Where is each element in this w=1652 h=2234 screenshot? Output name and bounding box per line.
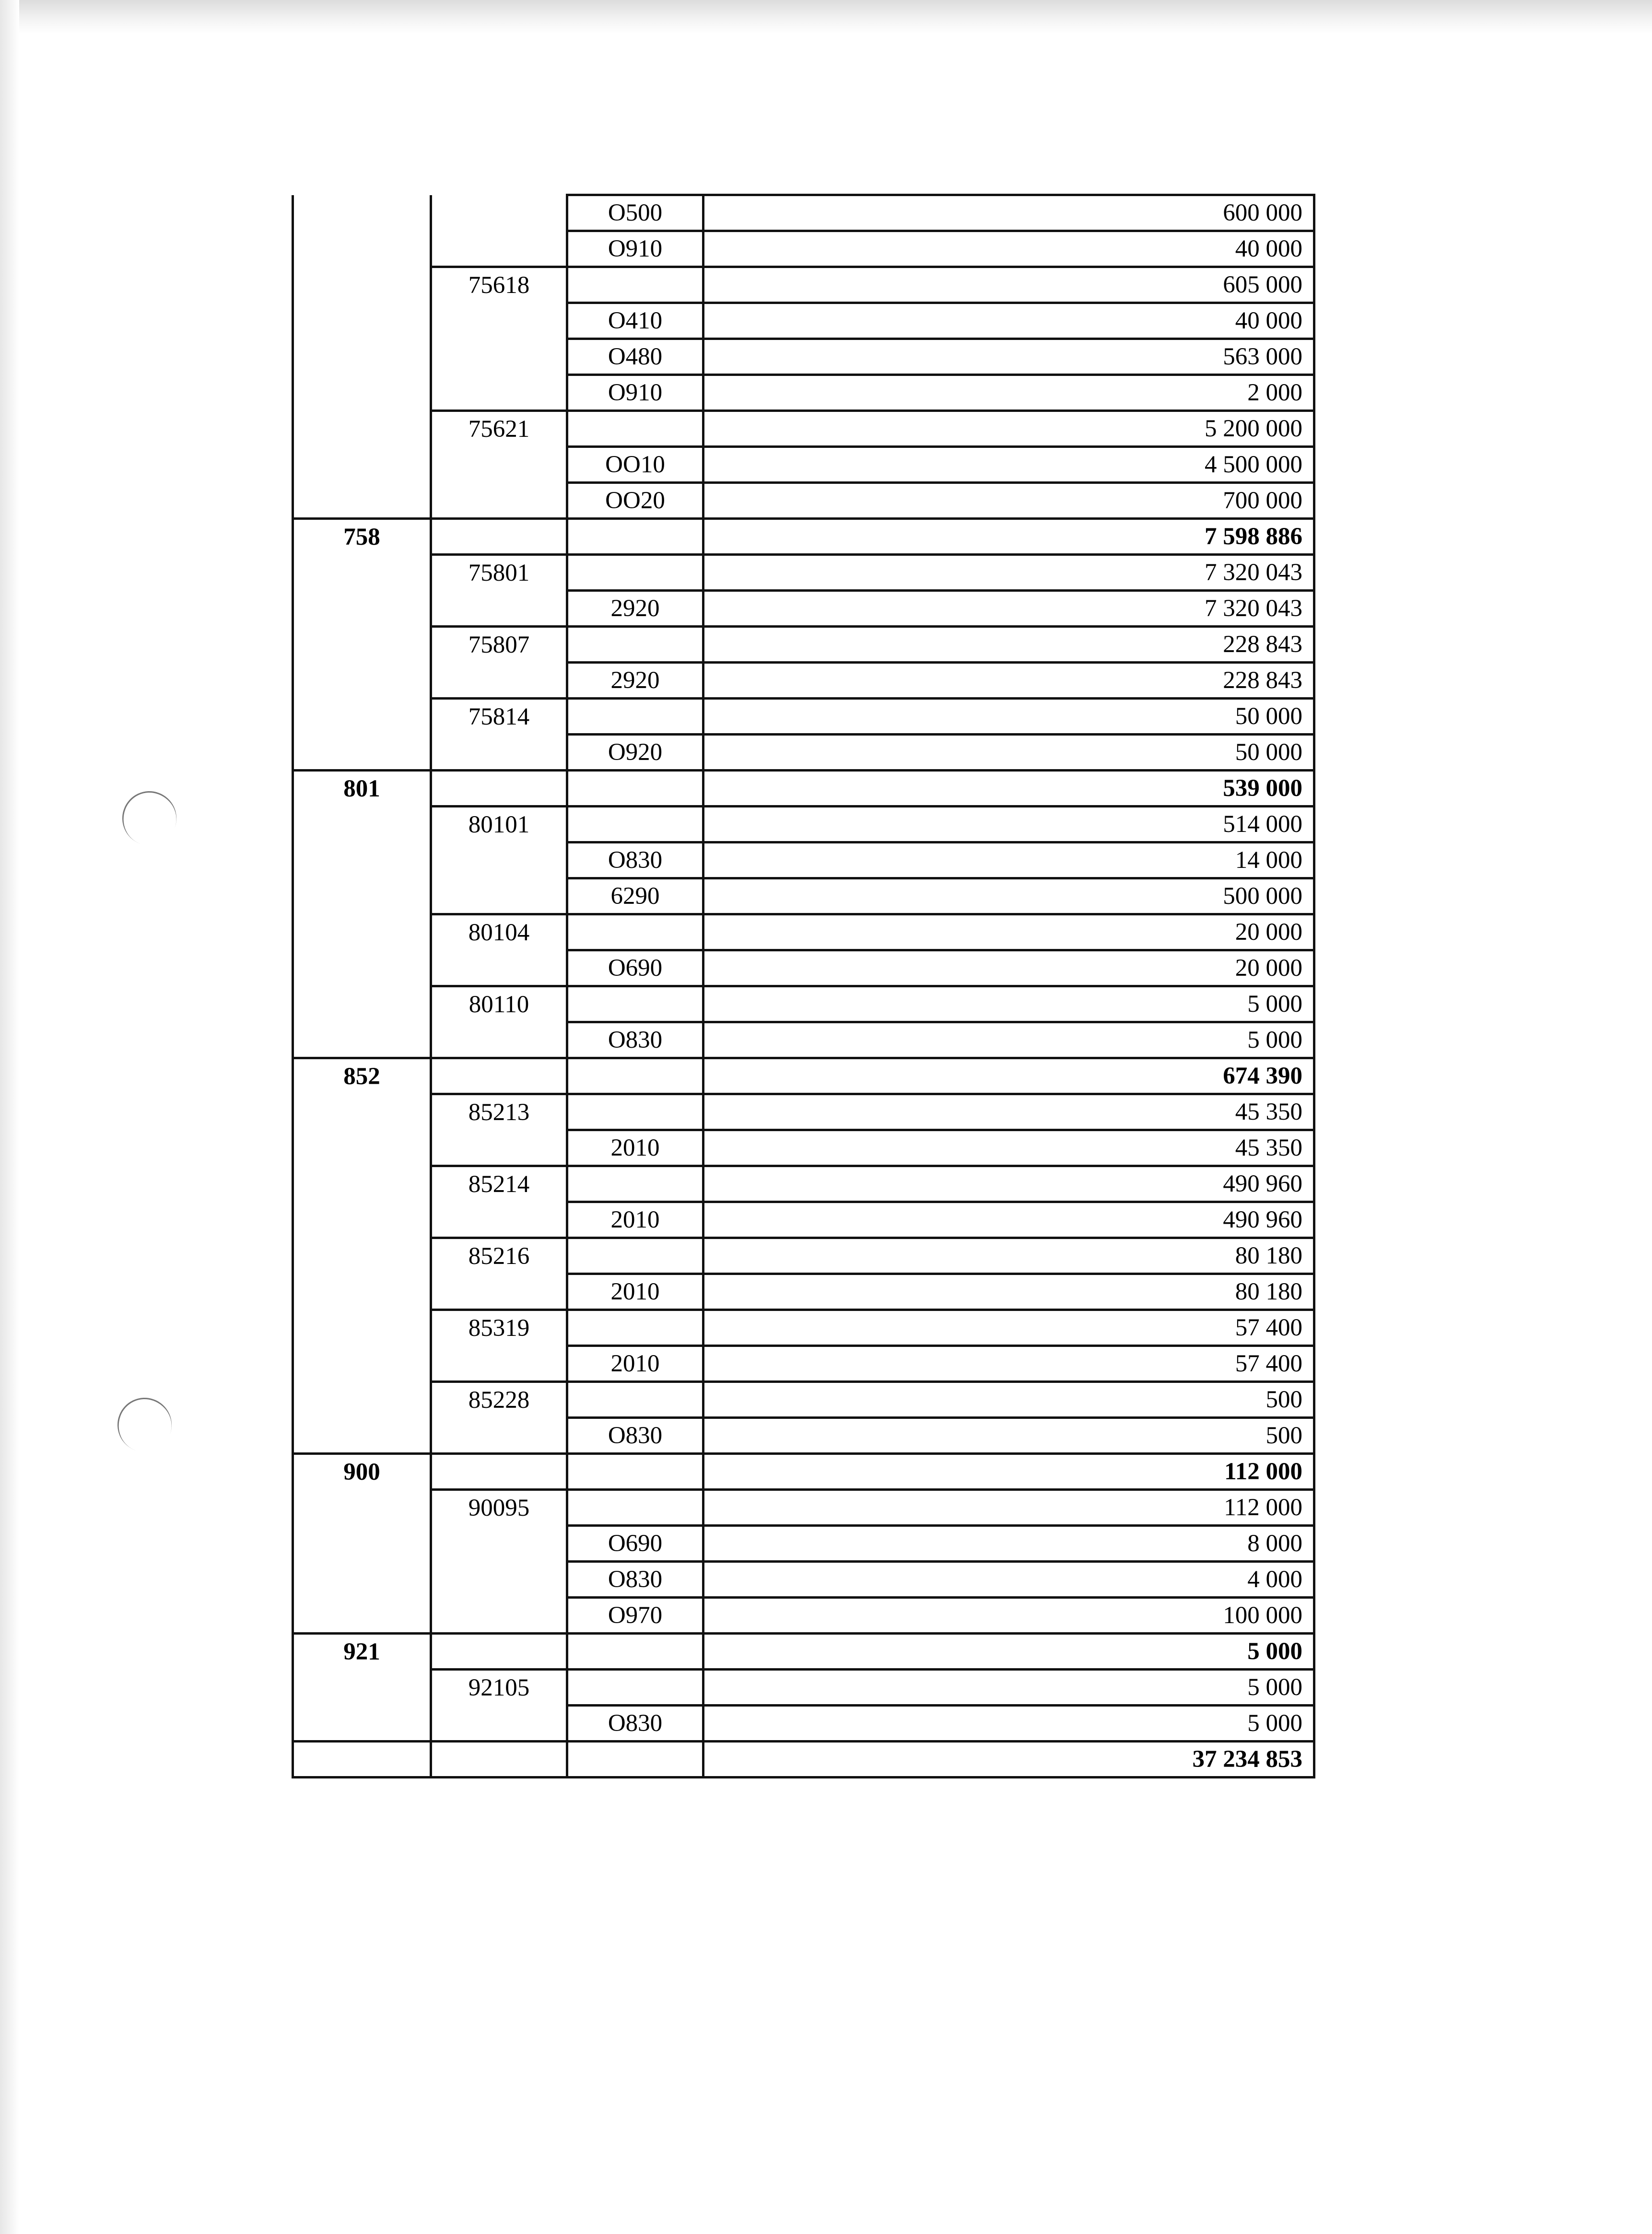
section-code-cell xyxy=(293,842,431,878)
scan-top-shadow xyxy=(0,0,1652,34)
table-row xyxy=(293,1094,1314,1130)
amount-cell: 5 000 xyxy=(703,1634,1314,1670)
amount-cell: 7 320 043 xyxy=(703,591,1314,627)
paragraph-code-cell xyxy=(567,1058,703,1094)
section-code-cell xyxy=(293,231,431,267)
table-row xyxy=(293,267,1314,303)
section-code-cell xyxy=(293,411,431,447)
paragraph-code-cell: O830 xyxy=(567,842,703,878)
table-row xyxy=(293,1562,1314,1598)
chapter-code-cell: 75801 xyxy=(431,555,567,591)
amount-cell: 539 000 xyxy=(703,771,1314,807)
amount-cell: 8 000 xyxy=(703,1526,1314,1562)
budget-income-table xyxy=(292,194,1315,1778)
section-code-cell xyxy=(293,1706,431,1742)
empty-total-cell xyxy=(567,1742,703,1778)
table-row xyxy=(293,1454,1314,1490)
section-code-cell xyxy=(293,914,431,950)
section-code-cell xyxy=(293,267,431,303)
amount-cell: 20 000 xyxy=(703,914,1314,950)
section-code-cell xyxy=(293,1670,431,1706)
paragraph-code-cell: O910 xyxy=(567,375,703,411)
amount-cell: 40 000 xyxy=(703,303,1314,339)
section-code-cell xyxy=(293,1166,431,1202)
paragraph-code-cell: O410 xyxy=(567,303,703,339)
paragraph-code-cell xyxy=(567,1490,703,1526)
chapter-code-cell xyxy=(431,1130,567,1166)
table-row xyxy=(293,1166,1314,1202)
amount-cell: 700 000 xyxy=(703,483,1314,519)
table-row xyxy=(293,195,1314,231)
chapter-code-cell xyxy=(431,735,567,771)
section-code-cell xyxy=(293,663,431,699)
table-row xyxy=(293,483,1314,519)
section-code-cell xyxy=(293,735,431,771)
paragraph-code-cell xyxy=(567,1238,703,1274)
chapter-code-cell: 85228 xyxy=(431,1382,567,1418)
table-row xyxy=(293,842,1314,878)
chapter-code-cell xyxy=(431,1454,567,1490)
chapter-code-cell: 90095 xyxy=(431,1490,567,1526)
table-row xyxy=(293,1670,1314,1706)
table-row xyxy=(293,591,1314,627)
chapter-code-cell xyxy=(431,950,567,986)
paragraph-code-cell: OO20 xyxy=(567,483,703,519)
chapter-code-cell: 80110 xyxy=(431,986,567,1022)
table-row xyxy=(293,771,1314,807)
amount-cell: 5 000 xyxy=(703,1706,1314,1742)
chapter-code-cell: 75807 xyxy=(431,627,567,663)
table-row xyxy=(293,627,1314,663)
chapter-code-cell xyxy=(431,447,567,483)
section-code-cell xyxy=(293,807,431,842)
grand-total-amount: 37 234 853 xyxy=(703,1742,1314,1778)
chapter-code-cell xyxy=(431,1202,567,1238)
chapter-code-cell xyxy=(431,195,567,231)
section-code-cell xyxy=(293,1382,431,1418)
paragraph-code-cell xyxy=(567,807,703,842)
amount-cell: 14 000 xyxy=(703,842,1314,878)
empty-total-cell xyxy=(293,1742,431,1778)
paragraph-code-cell: O920 xyxy=(567,735,703,771)
amount-cell: 2 000 xyxy=(703,375,1314,411)
paragraph-code-cell: 2920 xyxy=(567,663,703,699)
paragraph-code-cell xyxy=(567,914,703,950)
section-code-cell xyxy=(293,1526,431,1562)
amount-cell: 100 000 xyxy=(703,1598,1314,1634)
chapter-code-cell xyxy=(431,591,567,627)
chapter-code-cell: 85213 xyxy=(431,1094,567,1130)
table-row xyxy=(293,1706,1314,1742)
chapter-code-cell: 85216 xyxy=(431,1238,567,1274)
section-code-cell xyxy=(293,1238,431,1274)
table-row xyxy=(293,950,1314,986)
section-code-cell xyxy=(293,195,431,231)
paragraph-code-cell: 2010 xyxy=(567,1130,703,1166)
table-row xyxy=(293,447,1314,483)
table-row xyxy=(293,914,1314,950)
table-row xyxy=(293,339,1314,375)
chapter-code-cell xyxy=(431,1526,567,1562)
table-row xyxy=(293,1490,1314,1526)
section-code-cell xyxy=(293,627,431,663)
section-code-cell xyxy=(293,303,431,339)
chapter-code-cell xyxy=(431,303,567,339)
paragraph-code-cell xyxy=(567,1454,703,1490)
paragraph-code-cell xyxy=(567,411,703,447)
amount-cell: 5 000 xyxy=(703,1670,1314,1706)
table-row xyxy=(293,1310,1314,1346)
amount-cell: 45 350 xyxy=(703,1094,1314,1130)
section-code-cell xyxy=(293,986,431,1022)
paragraph-code-cell: 2010 xyxy=(567,1274,703,1310)
section-code-cell xyxy=(293,375,431,411)
table-row xyxy=(293,1022,1314,1058)
section-code-cell: 852 xyxy=(293,1058,431,1094)
table-row xyxy=(293,1418,1314,1454)
table-row xyxy=(293,735,1314,771)
table-row xyxy=(293,1634,1314,1670)
chapter-code-cell xyxy=(431,519,567,555)
amount-cell: 50 000 xyxy=(703,699,1314,735)
section-code-cell: 900 xyxy=(293,1454,431,1490)
table-row xyxy=(293,1274,1314,1310)
section-code-cell xyxy=(293,1310,431,1346)
paragraph-code-cell xyxy=(567,1670,703,1706)
section-code-cell xyxy=(293,1202,431,1238)
amount-cell: 40 000 xyxy=(703,231,1314,267)
paragraph-code-cell: O830 xyxy=(567,1022,703,1058)
chapter-code-cell xyxy=(431,1058,567,1094)
paragraph-code-cell: O480 xyxy=(567,339,703,375)
total-row xyxy=(293,1742,1314,1778)
table-row xyxy=(293,1238,1314,1274)
paragraph-code-cell: O690 xyxy=(567,1526,703,1562)
chapter-code-cell xyxy=(431,1346,567,1382)
table-row xyxy=(293,1382,1314,1418)
chapter-code-cell xyxy=(431,1634,567,1670)
paragraph-code-cell: O690 xyxy=(567,950,703,986)
paragraph-code-cell xyxy=(567,555,703,591)
amount-cell: 5 000 xyxy=(703,986,1314,1022)
table-row xyxy=(293,1526,1314,1562)
amount-cell: 500 xyxy=(703,1418,1314,1454)
budget-table-body xyxy=(293,195,1314,1778)
section-code-cell xyxy=(293,1094,431,1130)
table-row xyxy=(293,986,1314,1022)
amount-cell: 80 180 xyxy=(703,1274,1314,1310)
amount-cell: 57 400 xyxy=(703,1310,1314,1346)
amount-cell: 674 390 xyxy=(703,1058,1314,1094)
amount-cell: 20 000 xyxy=(703,950,1314,986)
chapter-code-cell xyxy=(431,375,567,411)
chapter-code-cell: 75621 xyxy=(431,411,567,447)
chapter-code-cell: 80104 xyxy=(431,914,567,950)
amount-cell: 5 000 xyxy=(703,1022,1314,1058)
table-row xyxy=(293,663,1314,699)
amount-cell: 57 400 xyxy=(703,1346,1314,1382)
amount-cell: 45 350 xyxy=(703,1130,1314,1166)
amount-cell: 7 598 886 xyxy=(703,519,1314,555)
paragraph-code-cell xyxy=(567,986,703,1022)
chapter-code-cell: 75814 xyxy=(431,699,567,735)
chapter-code-cell xyxy=(431,878,567,914)
paragraph-code-cell xyxy=(567,1310,703,1346)
amount-cell: 500 000 xyxy=(703,878,1314,914)
amount-cell: 80 180 xyxy=(703,1238,1314,1274)
amount-cell: 490 960 xyxy=(703,1202,1314,1238)
table-row xyxy=(293,375,1314,411)
paragraph-code-cell xyxy=(567,519,703,555)
paragraph-code-cell: 2920 xyxy=(567,591,703,627)
section-code-cell xyxy=(293,878,431,914)
section-code-cell xyxy=(293,1022,431,1058)
section-code-cell xyxy=(293,1346,431,1382)
amount-cell: 563 000 xyxy=(703,339,1314,375)
table-row xyxy=(293,1202,1314,1238)
section-code-cell xyxy=(293,1598,431,1634)
amount-cell: 500 xyxy=(703,1382,1314,1418)
section-code-cell xyxy=(293,950,431,986)
paragraph-code-cell xyxy=(567,1634,703,1670)
section-code-cell: 758 xyxy=(293,519,431,555)
table-row xyxy=(293,231,1314,267)
section-code-cell xyxy=(293,1418,431,1454)
chapter-code-cell xyxy=(431,339,567,375)
amount-cell: 112 000 xyxy=(703,1454,1314,1490)
paragraph-code-cell: O830 xyxy=(567,1562,703,1598)
punch-hole-mark xyxy=(115,784,184,853)
paragraph-code-cell: OO10 xyxy=(567,447,703,483)
amount-cell: 5 200 000 xyxy=(703,411,1314,447)
chapter-code-cell: 75618 xyxy=(431,267,567,303)
paragraph-code-cell xyxy=(567,699,703,735)
chapter-code-cell: 80101 xyxy=(431,807,567,842)
punch-hole-mark xyxy=(110,1390,179,1460)
section-code-cell xyxy=(293,447,431,483)
empty-total-cell xyxy=(431,1742,567,1778)
section-code-cell xyxy=(293,1562,431,1598)
section-code-cell xyxy=(293,1130,431,1166)
chapter-code-cell xyxy=(431,1562,567,1598)
chapter-code-cell xyxy=(431,842,567,878)
section-code-cell xyxy=(293,1490,431,1526)
paragraph-code-cell xyxy=(567,771,703,807)
amount-cell: 228 843 xyxy=(703,627,1314,663)
table-row xyxy=(293,1130,1314,1166)
paragraph-code-cell xyxy=(567,267,703,303)
chapter-code-cell xyxy=(431,1274,567,1310)
table-row xyxy=(293,807,1314,842)
chapter-code-cell xyxy=(431,1598,567,1634)
section-code-cell xyxy=(293,483,431,519)
amount-cell: 50 000 xyxy=(703,735,1314,771)
paragraph-code-cell xyxy=(567,1382,703,1418)
chapter-code-cell xyxy=(431,771,567,807)
paragraph-code-cell: O910 xyxy=(567,231,703,267)
amount-cell: 490 960 xyxy=(703,1166,1314,1202)
paragraph-code-cell: O830 xyxy=(567,1418,703,1454)
paragraph-code-cell: O830 xyxy=(567,1706,703,1742)
paragraph-code-cell: 2010 xyxy=(567,1346,703,1382)
section-code-cell xyxy=(293,1274,431,1310)
table-row xyxy=(293,878,1314,914)
chapter-code-cell: 85319 xyxy=(431,1310,567,1346)
amount-cell: 4 000 xyxy=(703,1562,1314,1598)
chapter-code-cell xyxy=(431,483,567,519)
chapter-code-cell xyxy=(431,1022,567,1058)
section-code-cell: 921 xyxy=(293,1634,431,1670)
paragraph-code-cell xyxy=(567,1094,703,1130)
paragraph-code-cell: O970 xyxy=(567,1598,703,1634)
amount-cell: 112 000 xyxy=(703,1490,1314,1526)
table-row xyxy=(293,699,1314,735)
amount-cell: 514 000 xyxy=(703,807,1314,842)
section-code-cell xyxy=(293,555,431,591)
amount-cell: 4 500 000 xyxy=(703,447,1314,483)
table-row xyxy=(293,1598,1314,1634)
table-row xyxy=(293,519,1314,555)
table-row xyxy=(293,411,1314,447)
chapter-code-cell xyxy=(431,1706,567,1742)
amount-cell: 605 000 xyxy=(703,267,1314,303)
chapter-code-cell xyxy=(431,231,567,267)
section-code-cell xyxy=(293,339,431,375)
chapter-code-cell xyxy=(431,1418,567,1454)
scan-left-shadow xyxy=(0,0,19,2234)
amount-cell: 600 000 xyxy=(703,195,1314,231)
paragraph-code-cell: O500 xyxy=(567,195,703,231)
paragraph-code-cell: 2010 xyxy=(567,1202,703,1238)
section-code-cell: 801 xyxy=(293,771,431,807)
paragraph-code-cell: 6290 xyxy=(567,878,703,914)
table-row xyxy=(293,1058,1314,1094)
section-code-cell xyxy=(293,699,431,735)
chapter-code-cell xyxy=(431,663,567,699)
section-code-cell xyxy=(293,591,431,627)
table-row xyxy=(293,1346,1314,1382)
chapter-code-cell: 85214 xyxy=(431,1166,567,1202)
amount-cell: 228 843 xyxy=(703,663,1314,699)
table-row xyxy=(293,303,1314,339)
table-row xyxy=(293,555,1314,591)
paragraph-code-cell xyxy=(567,1166,703,1202)
paragraph-code-cell xyxy=(567,627,703,663)
amount-cell: 7 320 043 xyxy=(703,555,1314,591)
chapter-code-cell: 92105 xyxy=(431,1670,567,1706)
